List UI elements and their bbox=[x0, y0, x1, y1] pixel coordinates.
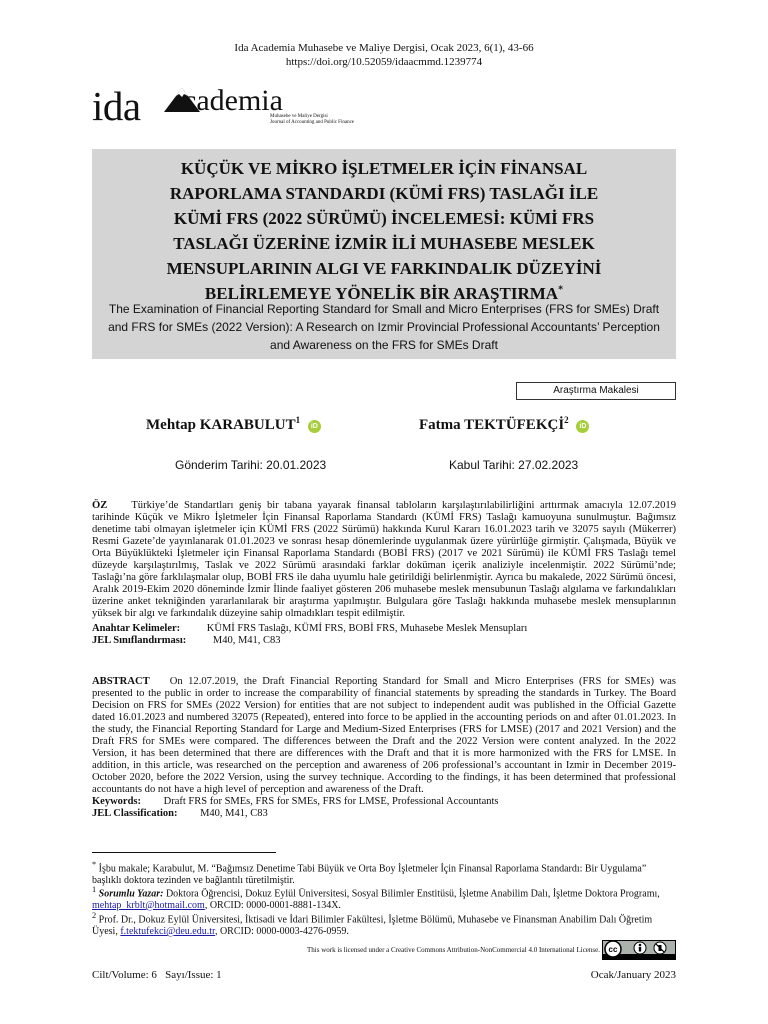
footnote-divider bbox=[92, 852, 276, 853]
footer-date: Ocak/January 2023 bbox=[590, 969, 676, 981]
author-2-orcid: , ORCID: 0000-0003-4276-0959. bbox=[214, 925, 349, 937]
keywords-tr bbox=[92, 623, 676, 635]
author-2-email-link[interactable]: f.tektufekci@deu.edu.tr bbox=[120, 925, 215, 937]
abstract-tr-body bbox=[92, 500, 676, 620]
journal-citation: Ida Academia Muhasebe ve Maliye Dergisi, Ocak 2023, 6(1), 43-66 bbox=[234, 42, 534, 54]
article-type-badge: Araştırma Makalesi bbox=[516, 382, 676, 400]
jel-tr bbox=[92, 635, 676, 647]
logo-text-academia: cademia bbox=[183, 84, 283, 117]
license-suffix: . bbox=[598, 946, 600, 954]
abstract-en-label: ABSTRACT bbox=[92, 676, 150, 687]
doi-link[interactable]: https://doi.org/10.52059/idaacmmd.1239774 bbox=[285, 56, 483, 68]
title-line: KÜMİ FRS (2022 SÜRÜMÜ) İNCELEMESİ: KÜMİ FRS bbox=[173, 209, 595, 228]
journal-header bbox=[0, 41, 768, 69]
footnote-mark: 2 bbox=[92, 911, 97, 920]
acceptance-date: Kabul Tarihi: 27.02.2023 bbox=[449, 458, 579, 472]
footnote-mark: 1 bbox=[92, 885, 97, 894]
footnote-star bbox=[92, 859, 676, 886]
article-title-tr bbox=[100, 156, 668, 306]
author-1-email-link[interactable]: mehtap_krblt@hotmail.com bbox=[92, 899, 205, 911]
abstract-en bbox=[92, 676, 676, 820]
title-footnote-mark: * bbox=[558, 284, 564, 296]
cc-by-nc-badge-icon[interactable] bbox=[602, 940, 676, 960]
license-area bbox=[92, 940, 676, 962]
orcid-icon[interactable]: iD bbox=[576, 420, 589, 433]
footnote-mark: * bbox=[92, 860, 97, 869]
keywords-en-label: Keywords: bbox=[92, 796, 141, 807]
title-line-text: BELİRLEMEYE YÖNELİK BİR ARAŞTIRMA bbox=[204, 284, 559, 303]
author-name: Mehtap KARABULUT bbox=[146, 417, 296, 433]
footnote-text: İşbu makale; Karabulut, M. “Bağımsız Denetime Tabi Büyük ve Orta Boy İşletmeler İçin Finansal Raporlama Standardı: Bir Uygulama” başlıklı doktora tezinden ve bağlantılı türetilmiştir. bbox=[92, 863, 647, 886]
article-title-en: The Examination of Financial Reporting Standard for Small and Micro Enterprises (FRS for SMEs) Draft and FRS for SMEs (2022 Version): A Research on Izmir Provincial Professional Accountants’ Perception and Awareness on the FRS for SMEs Draft bbox=[108, 302, 660, 352]
abstract-en-body bbox=[92, 676, 676, 796]
jel-tr-text: M40, M41, C83 bbox=[212, 635, 281, 646]
jel-en-label: JEL Classification: bbox=[92, 808, 178, 819]
abstract-tr-label: ÖZ bbox=[92, 500, 108, 511]
title-line: MENSUPLARININ ALGI VE FARKINDALIK DÜZEYİNİ bbox=[166, 259, 602, 278]
cc-badge-label: cc bbox=[608, 945, 618, 954]
jel-tr-label: JEL Sınıflandırması: bbox=[92, 635, 187, 646]
logo-subtitle-tr: Muhasebe ve Maliye Dergisi bbox=[270, 114, 328, 119]
footnote-text: Doktora Öğrencisi, Dokuz Eylül Üniversitesi, Sosyal Bilimler Enstitüsü, İşletme Anabilim Dalı, İşletme Doktora Programı, bbox=[165, 888, 660, 900]
abstract-tr bbox=[92, 500, 676, 647]
keywords-tr-text: KÜMİ FRS Taslağı, KÜMİ FRS, BOBİ FRS, Muhasebe Meslek Mensupları bbox=[206, 623, 528, 634]
author-name: Fatma TEKTÜFEKÇİ bbox=[419, 417, 565, 433]
footnote-1 bbox=[92, 884, 676, 911]
keywords-en-text: Draft FRS for SMEs, FRS for SMEs, FRS for LMSE, Professional Accountants bbox=[163, 796, 499, 807]
logo-text-ida: ida bbox=[92, 83, 141, 129]
author-2 bbox=[419, 415, 589, 435]
jel-en-text: M40, M41, C83 bbox=[200, 808, 268, 819]
author-mark: 2 bbox=[564, 415, 569, 425]
footnote-2 bbox=[92, 910, 676, 937]
keywords-tr-label: Anahtar Kelimeler: bbox=[92, 623, 181, 634]
author-1-orcid: , ORCID: 0000-0001-8881-134X. bbox=[204, 899, 341, 911]
abstract-en-text: On 12.07.2019, the Draft Financial Reporting Standard for Small and Micro Enterprises (FRS for SMEs) was presented to the public in order to increase the comparability of financial statements by spreading the standards in Turkey. The Board Decision on FRS for SMEs (2022 Version) for entities that are not subject to independent audit was published in the Official Gazette dated 16.01.2023 and numbered 32075 (Repeated), entered into force to be applied in the accounting periods on and after 01.01.2023. In the study, the Financial Reporting Standard for Large and Medium-Sized Enterprises (FRS for LMSE) (2017 and 2021 Version) and the Draft FRS for SMEs were compared. The differences between the Draft and the 2022 Version were content analyzed. In the 2022 Version, it has been determined that there are differences with the Draft and that it is more harmonized with the FRS for LMSE. In addition, in this article, was researched on the perception and awareness of 206 professional’s accountant in Izmir in December 2019-October 2020, before the 2022 Version, using the survey technique. According to the findings, it has been determined that professional accountants do not have a high level of perception and awareness of the Draft. bbox=[92, 676, 676, 795]
orcid-icon[interactable]: iD bbox=[308, 420, 321, 433]
keywords-en bbox=[92, 796, 676, 808]
abstract-tr-text: Türkiye’de Standartları geniş bir tabana yayarak finansal tabloların karşılaştırılabilirliğini arttırmak amacıyla 12.07.2019 tarihinde Küçük ve Mikro İşletmeler İçin Finansal Raporlama Standardı (KÜMİ FRS) Taslağı kamuoyuna sunulmuştur. Bağımsız denetime tabi olmayan işletmeler için KÜMİ FRS (2022 Sürümü) hakkında Kurul Kararı 16.01.2023 tarih ve 32075 sayılı (Mükerrer) Resmi Gazete’de yayınlanarak 01.01.2023 ve sonrası hesap dönemlerinde uygulanmak üzere yürürlüğe girmiştir. Çalışmada, Büyük ve Orta Büyüklükteki İşletmeler için Finansal Raporlama Standardı (BOBİ FRS) (2017 ve 2021 Sürümü) ile KÜMİ FRS Taslağı temel düzeyde karşılaştırılmış, Taslak ve 2022 Sürümü arasındaki farklar doküman içerik analiziyle incelenmiştir. 2022 Sürümü’nde; Taslağı’na göre farklılaşmalar olup, BOBİ FRS ile daha uyumlu hale getirildiği belirlenmiştir. Ayrıca bu makalede, 2022 Sürümü öncesi, Aralık 2019-Ekim 2020 döneminde İzmir İlinde faaliyet gösteren 206 muhasebe meslek mensubunun Taslağı algılama ve farkındalıkları üzerine anket tekniğinden yararlanılarak bir araştırma yapılmıştır. Bulgulara göre Taslağı hakkında muhasebe meslek mensuplarının yüksek bir algı ve farkındalık düzeyine sahip olmadıkları tespit edilmiştir. bbox=[92, 500, 676, 619]
title-line: KÜÇÜK VE MİKRO İŞLETMELER İÇİN FİNANSAL bbox=[180, 159, 588, 178]
corresponding-author-label: Sorumlu Yazar: bbox=[98, 888, 164, 900]
license-link[interactable]: Creative Commons Attribution-NonCommercial 4.0 International License bbox=[391, 946, 599, 954]
title-line: TASLAĞI ÜZERİNE İZMİR İLİ MUHASEBE MESLEK bbox=[173, 234, 595, 253]
author-1 bbox=[146, 415, 321, 435]
license-text bbox=[307, 946, 600, 955]
logo-subtitle-en: Journal of Accounting and Public Finance bbox=[270, 120, 355, 125]
title-line: RAPORLAMA STANDARDI (KÜMİ FRS) TASLAĞI İLE bbox=[169, 184, 599, 203]
footer-volume: Cilt/Volume: 6 Sayı/Issue: 1 bbox=[92, 969, 222, 981]
author-mark: 1 bbox=[295, 415, 301, 425]
license-prefix: This work is licensed under a bbox=[307, 946, 392, 954]
submission-date: Gönderim Tarihi: 20.01.2023 bbox=[175, 458, 327, 472]
journal-logo bbox=[92, 83, 355, 130]
footnote-text: Prof. Dr., Dokuz Eylül Üniversitesi, İktisadi ve İdari Bilimler Fakültesi, İşletme Bölümü, Muhasebe ve Finansman Anabilim Dalı Öğretim Üyesi, bbox=[92, 914, 653, 937]
jel-en bbox=[92, 808, 676, 820]
